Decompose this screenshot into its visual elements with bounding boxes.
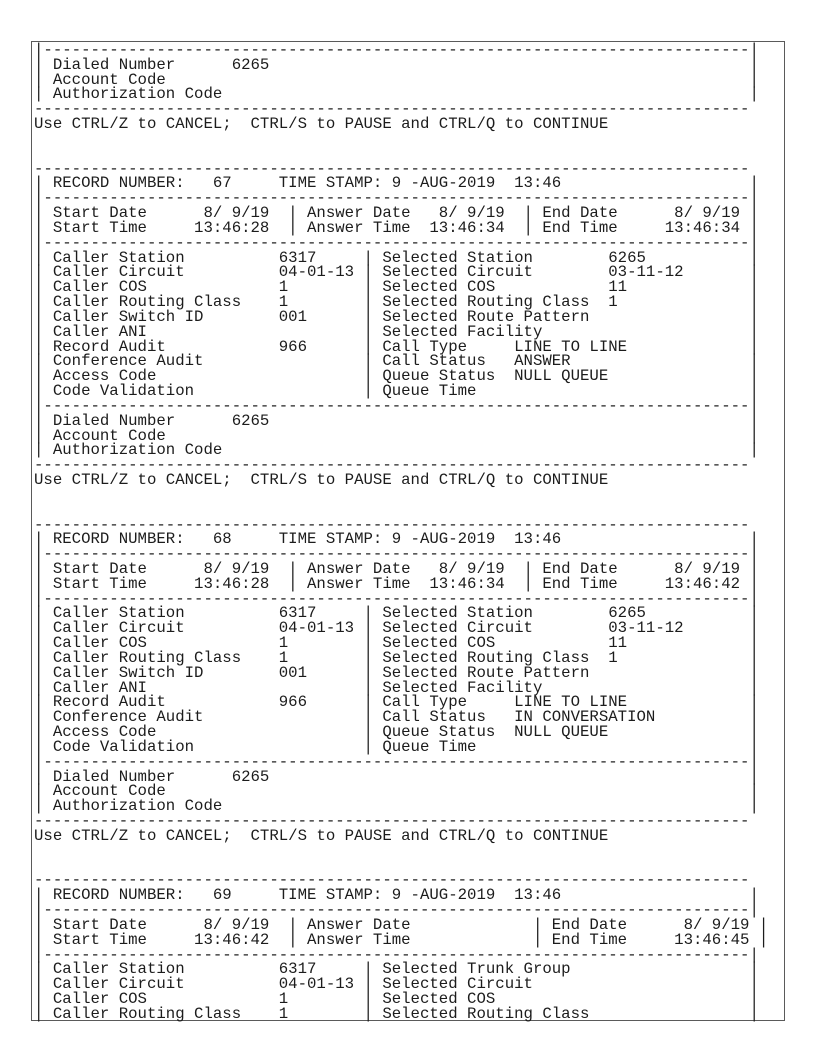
terminal-line-13: |---------------------------------------------------------------------------| xyxy=(34,233,759,252)
terminal-line-8: ---------------------------------------------------------------------------- xyxy=(34,159,750,178)
terminal-line-19: | Caller ANI | Selected Facility | xyxy=(34,322,759,341)
terminal-line-24: |---------------------------------------------------------------------------| xyxy=(34,396,759,415)
terminal-line-33: | RECORD NUMBER: 68 TIME STAMP: 9 -AUG-2019 13:46 | xyxy=(34,530,759,549)
terminal-line-0: |---------------------------------------------------------------------------| xyxy=(34,41,759,59)
terminal-line-41: | Caller Routing Class 1 | Selected Routing Class 1 | xyxy=(34,648,759,667)
terminal-line-15: | Caller Circuit 04-01-13 | Selected Circuit 03-11-12 | xyxy=(34,263,759,282)
terminal-line-37: |---------------------------------------------------------------------------| xyxy=(34,589,759,608)
terminal-line-9: | RECORD NUMBER: 67 TIME STAMP: 9 -AUG-2019 13:46 | xyxy=(34,174,759,193)
terminal-line-26: | Account Code | xyxy=(34,426,759,445)
terminal-line-54 xyxy=(34,844,768,859)
terminal-line-46: | Access Code | Queue Status NULL QUEUE | xyxy=(34,723,759,742)
terminal-line-64: | Caller COS 1 | Selected COS | xyxy=(34,990,759,1008)
terminal-line-65: | Caller Routing Class 1 | Selected Routing Class | xyxy=(34,1004,759,1023)
terminal-line-42: | Caller Switch ID 001 | Selected Route Pattern | xyxy=(34,663,759,682)
terminal-line-62: | Caller Station 6317 | Selected Trunk Group | xyxy=(34,960,759,979)
terminal-line-11: | Start Date 8/ 9/19 | Answer Date 8/ 9/19 | End Date 8/ 9/19 | xyxy=(34,204,759,223)
terminal-line-63: | Caller Circuit 04-01-13 | Selected Circuit | xyxy=(34,975,759,994)
terminal-line-51: | Authorization Code | xyxy=(34,797,759,816)
terminal-line-59: | Start Date 8/ 9/19 | Answer Date | End Date 8/ 9/19 | xyxy=(34,915,769,934)
terminal-line-14: | Caller Station 6317 | Selected Station 6265 | xyxy=(34,248,759,267)
terminal-line-17: | Caller Routing Class 1 | Selected Routing Class 1 | xyxy=(34,293,759,312)
terminal-line-1: | Dialed Number 6265 | xyxy=(34,55,759,74)
terminal-line-48: |---------------------------------------------------------------------------| xyxy=(34,752,759,771)
terminal-line-16: | Caller COS 1 | Selected COS 11 | xyxy=(34,278,759,297)
terminal-line-61: |---------------------------------------------------------------------------| xyxy=(34,945,759,964)
terminal-line-32: ---------------------------------------------------------------------------- xyxy=(34,515,750,534)
terminal-line-39: | Caller Circuit 04-01-13 | Selected Circuit 03-11-12 | xyxy=(34,619,759,638)
terminal-line-10: |---------------------------------------------------------------------------| xyxy=(34,189,759,208)
terminal-line-25: | Dialed Number 6265 | xyxy=(34,411,759,430)
terminal-line-18: | Caller Switch ID 001 | Selected Route Pattern | xyxy=(34,307,759,326)
terminal-line-6 xyxy=(34,132,768,147)
terminal-line-4: ---------------------------------------------------------------------------- xyxy=(34,100,750,119)
terminal-line-43: | Caller ANI | Selected Facility | xyxy=(34,678,759,697)
terminal-line-44: | Record Audit 966 | Call Type LINE TO LINE | xyxy=(34,693,759,712)
terminal-line-5: Use CTRL/Z to CANCEL; CTRL/S to PAUSE and CTRL/Q to CONTINUE xyxy=(34,115,609,134)
terminal-line-38: | Caller Station 6317 | Selected Station 6265 | xyxy=(34,604,759,623)
terminal-line-23: | Code Validation | Queue Time | xyxy=(34,382,759,401)
terminal-line-22: | Access Code | Queue Status NULL QUEUE | xyxy=(34,367,759,386)
terminal-line-27: | Authorization Code | xyxy=(34,441,759,460)
terminal-line-20: | Record Audit 966 | Call Type LINE TO LINE | xyxy=(34,337,759,356)
terminal-output xyxy=(34,43,768,1022)
terminal-line-30 xyxy=(34,488,768,503)
terminal-line-53: Use CTRL/Z to CANCEL; CTRL/S to PAUSE and CTRL/Q to CONTINUE xyxy=(34,826,609,845)
terminal-line-50: | Account Code | xyxy=(34,782,759,801)
terminal-line-49: | Dialed Number 6265 | xyxy=(34,767,759,786)
terminal-line-47: | Code Validation | Queue Time | xyxy=(34,737,759,756)
terminal-line-28: ---------------------------------------------------------------------------- xyxy=(34,456,750,475)
terminal-line-60: | Start Time 13:46:42 | Answer Time | End Time 13:46:45 | xyxy=(34,930,769,949)
terminal-line-2: | Account Code | xyxy=(34,70,759,89)
terminal-line-57: | RECORD NUMBER: 69 TIME STAMP: 9 -AUG-2019 13:46 | xyxy=(34,886,759,905)
terminal-line-12: | Start Time 13:46:28 | Answer Time 13:46:34 | End Time 13:46:34 | xyxy=(34,218,759,237)
terminal-line-45: | Conference Audit | Call Status IN CONVERSATION | xyxy=(34,708,759,727)
terminal-line-52: ---------------------------------------------------------------------------- xyxy=(34,812,750,831)
terminal-line-34: |---------------------------------------------------------------------------| xyxy=(34,545,759,564)
terminal-line-21: | Conference Audit | Call Status ANSWER | xyxy=(34,352,759,371)
terminal-line-58: |---------------------------------------------------------------------------| xyxy=(34,901,759,920)
terminal-line-56: ---------------------------------------------------------------------------- xyxy=(34,871,750,890)
terminal-line-35: | Start Date 8/ 9/19 | Answer Date 8/ 9/19 | End Date 8/ 9/19 | xyxy=(34,559,759,578)
terminal-line-36: | Start Time 13:46:28 | Answer Time 13:46:34 | End Time 13:46:42 | xyxy=(34,574,759,593)
terminal-line-3: | Authorization Code | xyxy=(34,85,759,104)
terminal-line-29: Use CTRL/Z to CANCEL; CTRL/S to PAUSE and CTRL/Q to CONTINUE xyxy=(34,471,609,490)
terminal-line-40: | Caller COS 1 | Selected COS 11 | xyxy=(34,634,759,653)
